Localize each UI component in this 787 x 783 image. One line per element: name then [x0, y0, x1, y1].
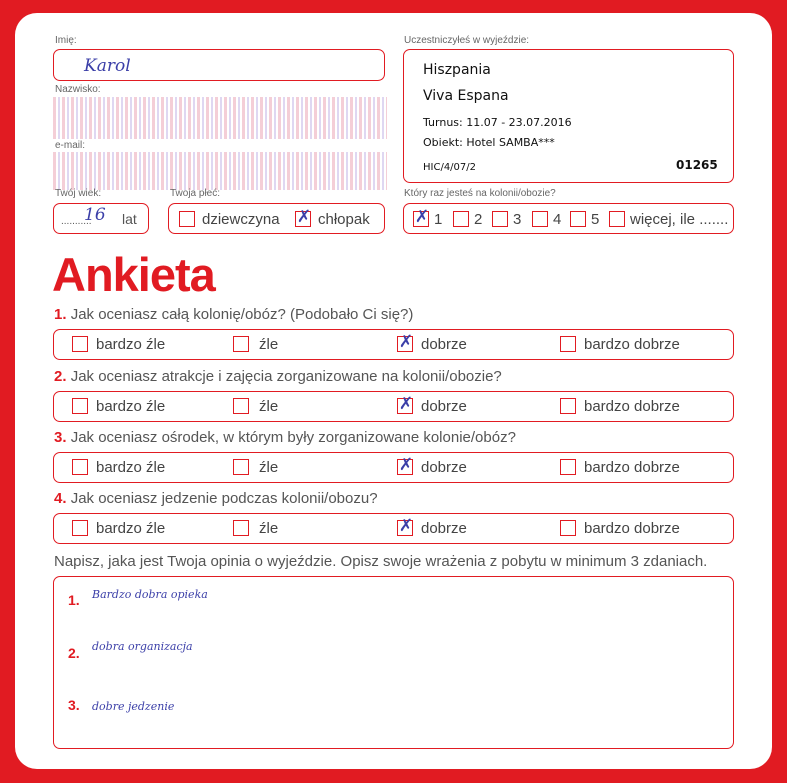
rating-option-good: dobrze [421, 336, 467, 353]
rating-checkbox-bad[interactable] [233, 398, 249, 414]
trip-country: Hiszpania [423, 62, 491, 78]
surname-label: Nazwisko: [55, 84, 101, 95]
times-checkbox-2[interactable] [453, 211, 469, 227]
rating-check-mark: ✗ [398, 332, 414, 352]
rating-option-good: dobrze [421, 459, 467, 476]
rating-option-very-good: bardzo dobrze [584, 520, 680, 537]
opinion-item-2-number: 2. [68, 645, 80, 661]
times-field [403, 203, 734, 234]
age-unit: lat [122, 211, 137, 227]
rating-checkbox-very-bad[interactable] [72, 336, 88, 352]
question-text: Jak oceniasz ośrodek, w którym były zorganizowane kolonie/obóz? [70, 429, 516, 446]
trip-label: Uczestniczyłeś w wyjeździe: [404, 35, 530, 46]
rating-option-good: dobrze [421, 520, 467, 537]
trip-number: 01265 [676, 158, 718, 172]
name-handwritten: Karol [84, 56, 131, 76]
times-checkbox-more[interactable] [609, 211, 625, 227]
trip-name: Viva Espana [423, 88, 509, 104]
gender-option-female: dziewczyna [202, 211, 280, 228]
age-dots: ........... [61, 216, 92, 227]
gender-checkbox-male[interactable] [295, 207, 312, 227]
rating-row-4 [53, 513, 734, 544]
gender-check-mark: ✗ [296, 207, 312, 227]
rating-option-very-bad: bardzo źle [96, 520, 166, 537]
rating-checkbox-very-good[interactable] [560, 520, 576, 536]
surname-redacted [53, 97, 387, 139]
opinion-item-3-text: dobre jedzenie [92, 700, 175, 713]
times-option-3: 3 [513, 211, 522, 228]
rating-row-2 [53, 391, 734, 422]
rating-checkbox-very-bad[interactable] [72, 520, 88, 536]
question-3 [54, 429, 516, 446]
question-2 [54, 368, 502, 385]
rating-checkbox-very-bad[interactable] [72, 398, 88, 414]
name-label: Imię: [55, 35, 77, 46]
rating-checkbox-good[interactable] [397, 455, 414, 475]
age-field[interactable] [53, 203, 149, 234]
rating-checkbox-bad[interactable] [233, 520, 249, 536]
times-option-2: 2 [474, 211, 483, 228]
rating-check-mark: ✗ [398, 516, 414, 536]
question-text: Jak oceniasz atrakcje i zajęcia zorganizowane na kolonii/obozie? [70, 368, 502, 385]
rating-option-good: dobrze [421, 398, 467, 415]
trip-turnus: Turnus: 11.07 - 23.07.2016 [423, 116, 572, 129]
email-redacted [53, 152, 387, 190]
rating-check-mark: ✗ [398, 455, 414, 475]
rating-row-3 [53, 452, 734, 483]
rating-checkbox-very-good[interactable] [560, 459, 576, 475]
opinion-item-1-text: Bardzo dobra opieka [92, 588, 208, 601]
rating-option-bad: źle [259, 336, 279, 353]
rating-option-bad: źle [259, 459, 279, 476]
times-label: Który raz jesteś na kolonii/obozie? [404, 188, 556, 199]
question-number: 2. [54, 368, 67, 385]
question-1 [54, 306, 413, 323]
rating-checkbox-very-bad[interactable] [72, 459, 88, 475]
rating-check-mark: ✗ [398, 394, 414, 414]
opinion-item-2-text: dobra organizacja [92, 640, 193, 653]
gender-option-male: chłopak [318, 211, 370, 228]
times-option-1: 1 [434, 211, 443, 228]
rating-checkbox-good[interactable] [397, 394, 414, 414]
times-option-more: więcej, ile ....... [630, 211, 729, 228]
rating-option-very-good: bardzo dobrze [584, 459, 680, 476]
age-handwritten: 16 [84, 205, 106, 225]
rating-checkbox-good[interactable] [397, 516, 414, 536]
rating-checkbox-very-good[interactable] [560, 398, 576, 414]
gender-checkbox-female[interactable] [179, 211, 195, 227]
question-number: 3. [54, 429, 67, 446]
age-label: Twój wiek: [55, 188, 102, 199]
opinion-instruction: Napisz, jaka jest Twoja opinia o wyjeździe. Opisz swoje wrażenia z pobytu w minimum 3 zdaniach. [54, 553, 708, 570]
rating-option-very-bad: bardzo źle [96, 398, 166, 415]
gender-label: Twoja płeć: [170, 188, 221, 199]
rating-checkbox-good[interactable] [397, 332, 414, 352]
trip-code: HIC/4/07/2 [423, 162, 477, 173]
rating-option-bad: źle [259, 520, 279, 537]
times-checkbox-4[interactable] [532, 211, 548, 227]
rating-option-very-good: bardzo dobrze [584, 336, 680, 353]
name-field[interactable] [53, 49, 385, 81]
rating-option-very-bad: bardzo źle [96, 336, 166, 353]
question-text: Jak oceniasz jedzenie podczas kolonii/obozu? [70, 490, 378, 507]
opinion-item-1-number: 1. [68, 592, 80, 608]
times-checkbox-1[interactable] [413, 207, 430, 227]
times-option-4: 4 [553, 211, 562, 228]
trip-object: Obiekt: Hotel SAMBA*** [423, 136, 555, 149]
rating-checkbox-bad[interactable] [233, 336, 249, 352]
times-checkbox-3[interactable] [492, 211, 508, 227]
email-label: e-mail: [55, 140, 86, 151]
question-number: 1. [54, 306, 67, 323]
rating-row-1 [53, 329, 734, 360]
rating-checkbox-bad[interactable] [233, 459, 249, 475]
survey-title: Ankieta [52, 248, 215, 301]
trip-box [403, 49, 734, 183]
rating-checkbox-very-good[interactable] [560, 336, 576, 352]
times-option-5: 5 [591, 211, 600, 228]
times-checkbox-5[interactable] [570, 211, 586, 227]
opinion-field[interactable] [53, 576, 734, 749]
question-4 [54, 490, 378, 507]
rating-option-very-good: bardzo dobrze [584, 398, 680, 415]
gender-field [168, 203, 385, 234]
question-text: Jak oceniasz całą kolonię/obóz? (Podobało Ci się?) [70, 306, 414, 323]
opinion-item-3-number: 3. [68, 697, 80, 713]
times-check-mark: ✗ [414, 207, 430, 227]
question-number: 4. [54, 490, 67, 507]
rating-option-bad: źle [259, 398, 279, 415]
rating-option-very-bad: bardzo źle [96, 459, 166, 476]
